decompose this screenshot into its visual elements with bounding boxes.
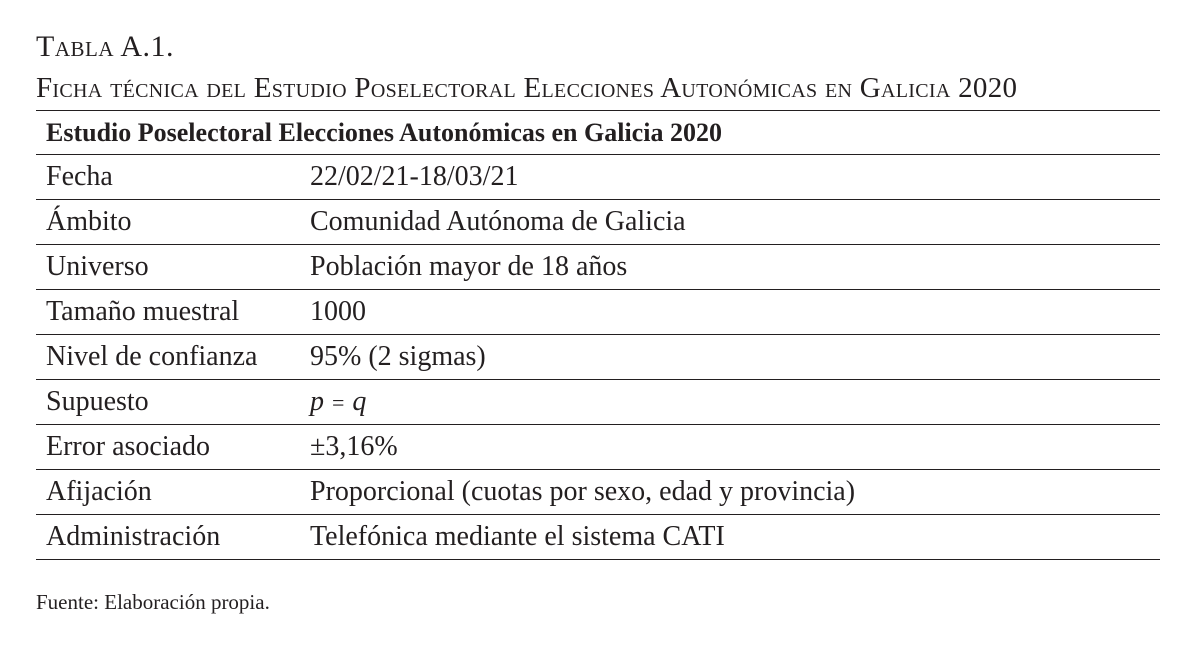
row-value-ambito: Comunidad Autónoma de Galicia [301,200,1160,245]
equation-right-variable: q [352,386,367,417]
equation-operator: = [332,390,345,415]
row-value-universo: Población mayor de 18 años [301,245,1160,290]
row-key-universo: Universo [36,245,301,290]
equation-left-variable: p [310,386,324,417]
table-header: Estudio Poselectoral Elecciones Autonómicas en Galicia 2020 [36,111,1160,155]
row-key-ambito: Ámbito [36,200,301,245]
row-key-error-asociado: Error asociado [36,425,301,470]
table-label: Tabla A.1. [36,30,175,63]
table-row [36,245,1160,290]
row-key-supuesto: Supuesto [36,380,301,425]
table-row [36,515,1160,560]
row-value-afijacion: Proporcional (cuotas por sexo, edad y provincia) [301,470,1160,515]
table-row [36,380,1160,425]
table-title: Ficha técnica del Estudio Poselectoral Elecciones Autonómicas en Galicia 2020 [36,72,1018,104]
row-value-fecha: 22/02/21-18/03/21 [301,155,1160,200]
row-value-tamano-muestral: 1000 [301,290,1160,335]
row-value-nivel-confianza: 95% (2 sigmas) [301,335,1160,380]
source-note: Fuente: Elaboración propia. [36,590,270,614]
row-key-afijacion: Afijación [36,470,301,515]
row-key-nivel-confianza: Nivel de confianza [36,335,301,380]
table-row [36,200,1160,245]
table-row [36,290,1160,335]
row-key-administracion: Administración [36,515,301,560]
row-key-tamano-muestral: Tamaño muestral [36,290,301,335]
row-key-fecha: Fecha [36,155,301,200]
table-row [36,470,1160,515]
technical-sheet-table [36,110,1160,560]
row-value-supuesto [301,380,1160,425]
table-row [36,335,1160,380]
table-row [36,425,1160,470]
table-header-row [36,111,1160,155]
table-row [36,155,1160,200]
row-value-administracion: Telefónica mediante el sistema CATI [301,515,1160,560]
row-value-error-asociado: ±3,16% [301,425,1160,470]
